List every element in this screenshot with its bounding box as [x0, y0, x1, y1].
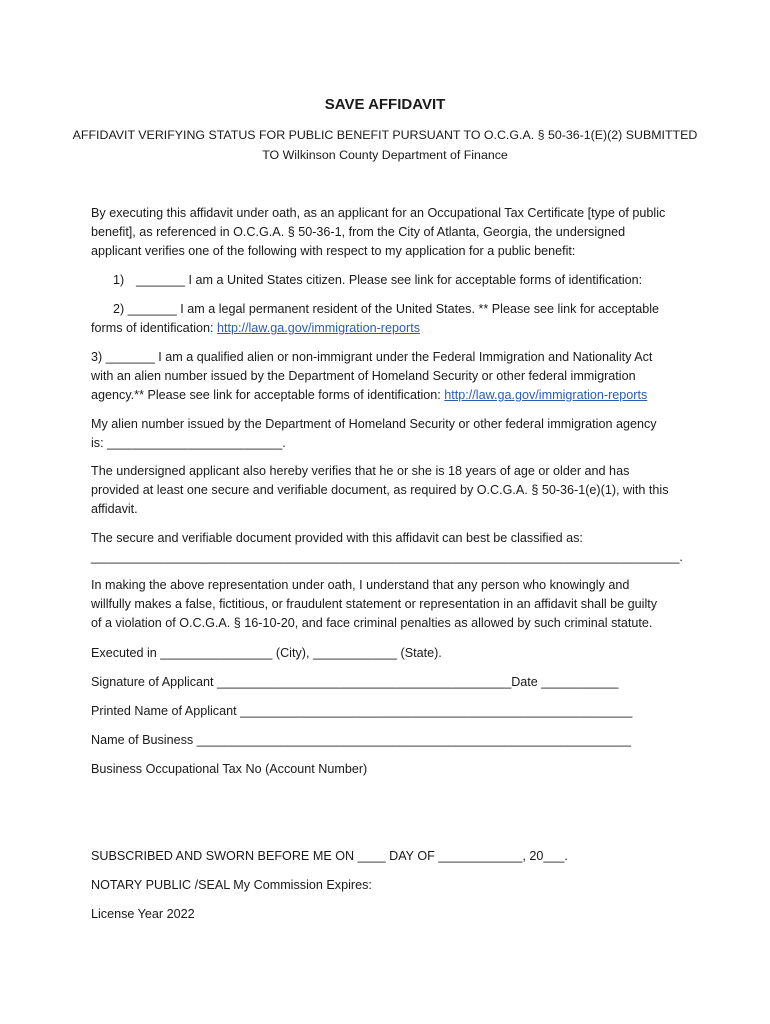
penalty-line-2: willfully makes a false, fictitious, or fraudulent statement or representation in an affidavit shall be guilty [91, 597, 658, 611]
option-3-line-1: 3) _______ I am a qualified alien or non-immigrant under the Federal Immigration and Nationality Act [91, 350, 653, 364]
document-class-line-2: ____________________________________________________________________________________. [91, 550, 683, 564]
business-tax-line: Business Occupational Tax No (Account Number) [91, 762, 368, 776]
intro-line-1: By executing this affidavit under oath, as an applicant for an Occupational Tax Certificate [type of public [91, 206, 666, 220]
option-2-line-1: 2) _______ I am a legal permanent resident of the United States. ** Please see link for acceptable [113, 302, 660, 316]
option-2-line-2 [91, 322, 420, 335]
document-subtitle-line-1: AFFIDAVIT VERIFYING STATUS FOR PUBLIC BENEFIT PURSUANT TO O.C.G.A. § 50-36-1(E)(2) SUBMITTED [72, 128, 698, 142]
license-year-line: License Year 2022 [91, 907, 195, 921]
option-3-line-3 [91, 389, 647, 402]
immigration-reports-link-2[interactable]: http://law.ga.gov/immigration-reports [444, 388, 648, 402]
alien-number-line-1: My alien number issued by the Department of Homeland Security or other federal immigration agency [91, 417, 657, 431]
option-1-text: _______ I am a United States citizen. Please see link for acceptable forms of identification: [136, 273, 643, 287]
notary-line: NOTARY PUBLIC /SEAL My Commission Expires: [91, 878, 372, 892]
age-verify-line-3: affidavit. [91, 502, 138, 516]
business-name-line: Name of Business ______________________________________________________________ [91, 733, 631, 747]
subscribed-line: SUBSCRIBED AND SWORN BEFORE ME ON ____ DAY OF ____________, 20___. [91, 849, 568, 863]
age-verify-line-1: The undersigned applicant also hereby verifies that he or she is 18 years of age or older and has [91, 464, 630, 478]
penalty-line-1: In making the above representation under oath, I understand that any person who knowingly and [91, 578, 630, 592]
document-subtitle-line-2: TO Wilkinson County Department of Finance [262, 148, 508, 162]
age-verify-line-2: provided at least one secure and verifiable document, as required by O.C.G.A. § 50-36-1(e)(1), with this [91, 483, 669, 497]
intro-line-3: applicant verifies one of the following with respect to my application for a public benefit: [91, 244, 576, 258]
option-2-link-prefix: forms of identification: [91, 321, 217, 335]
document-title: SAVE AFFIDAVIT [324, 96, 446, 113]
option-3-link-prefix: agency.** Please see link for acceptable forms of identification: [91, 388, 445, 402]
printed-name-line: Printed Name of Applicant ________________________________________________________ [91, 704, 633, 718]
intro-line-2: benefit], as referenced in O.C.G.A. § 50-36-1, from the City of Atlanta, Georgia, the undersigned [91, 225, 626, 239]
immigration-reports-link[interactable]: http://law.ga.gov/immigration-reports [217, 321, 420, 335]
option-3-line-2: with an alien number issued by the Department of Homeland Security or other federal immigration [91, 369, 636, 383]
signature-line: Signature of Applicant __________________________________________Date ___________ [91, 675, 619, 689]
executed-in-line: Executed in ________________ (City), ____________ (State). [91, 646, 442, 660]
document-class-line-1: The secure and verifiable document provided with this affidavit can best be classified as: [91, 531, 583, 545]
penalty-line-3: of a violation of O.C.G.A. § 16-10-20, and face criminal penalties as allowed by such criminal statute. [91, 616, 653, 630]
alien-number-line-2: is: _________________________. [91, 436, 286, 450]
option-1-number: 1) [113, 273, 125, 287]
